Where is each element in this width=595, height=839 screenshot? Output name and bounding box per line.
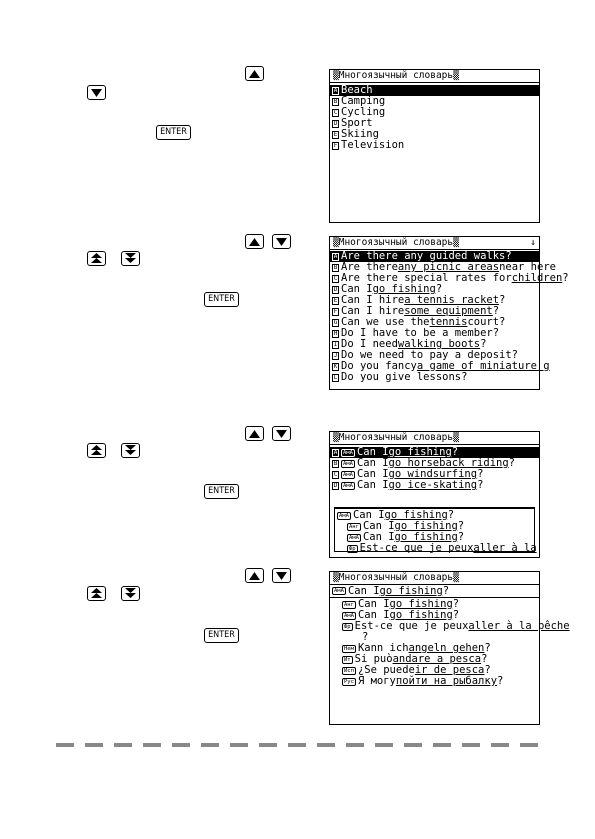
title-pattern-icon: ▒: [333, 237, 339, 248]
separator-dash: [85, 743, 103, 747]
list-item[interactable]: A AмA Can I go fishing ?: [330, 447, 539, 458]
list-item[interactable]: D AмA Can I go ice-skating ?: [333, 479, 484, 491]
up-arrow-key-icon: [245, 568, 264, 583]
down-arrow-key-icon: [272, 234, 291, 249]
translation-line: AмA Can I go fishing ?: [344, 609, 460, 621]
screen-title: ▒Многоязычный словарь▒: [330, 432, 539, 445]
page-up-key-icon: [87, 251, 106, 266]
list-item[interactable]: D Sport: [333, 117, 373, 129]
separator-dash: [404, 743, 422, 747]
page-down-key-icon: [121, 443, 140, 458]
title-pattern-icon: ▒: [453, 572, 459, 583]
translation-line: ?: [362, 631, 369, 643]
down-arrow-key-icon: [272, 568, 291, 583]
lcd-screen-subphrases: [329, 431, 540, 558]
preview-box: [334, 507, 535, 552]
list-item[interactable]: D Can I go fishing ?: [333, 283, 443, 295]
page-down-key-icon: [121, 586, 140, 601]
title-pattern-icon: ▒: [333, 572, 339, 583]
translation-line: Ит Si può andare a pesca ?: [344, 653, 488, 665]
list-item[interactable]: G Can we use the tennis court?: [333, 316, 506, 328]
lcd-screen-phrases: [329, 236, 569, 390]
list-item[interactable]: K Do you fancy a game of miniature g: [333, 360, 550, 372]
list-item[interactable]: B Camping: [333, 95, 386, 107]
enter-key: ENTER: [204, 628, 239, 643]
enter-key: ENTER: [156, 125, 191, 140]
translation-line: Нем Kann ich angeln gehen ?: [344, 642, 491, 654]
page-up-key-icon: [87, 443, 106, 458]
separator-dash: [56, 743, 74, 747]
title-pattern-icon: ▒: [453, 432, 459, 443]
list-item[interactable]: C Are there special rates for children ?: [333, 272, 569, 284]
screen-title: ▒Многоязычный словарь▒ ↓: [330, 237, 539, 250]
separator-dash: [317, 743, 335, 747]
preview-line: Фр Est-ce que je peux aller à la: [349, 542, 537, 554]
title-pattern-icon: ▒: [333, 432, 339, 443]
separator-dash: [259, 743, 277, 747]
list-item[interactable]: E Can I hire a tennis racket ?: [333, 294, 506, 306]
list-item[interactable]: F Can I hire some equipment ?: [333, 305, 500, 317]
separator-dash: [201, 743, 219, 747]
separator-dash: [346, 743, 364, 747]
translation-line: Рус Я могу пойти на рыбалку ?: [344, 675, 504, 687]
separator-dash: [520, 743, 538, 747]
list-item[interactable]: L Do you give lessons?: [333, 371, 468, 383]
list-item[interactable]: B Are there any picnic areas near here: [333, 261, 556, 273]
translation-line: Анг Can I go fishing ?: [344, 598, 460, 610]
translation-line: Исп ¿Se puede ir de pesca ?: [344, 664, 491, 676]
translation-line: Фр Est-ce que je peux aller à la pêche: [344, 620, 570, 632]
preview-line: Анг Can I go fishing ?: [349, 520, 465, 532]
list-item[interactable]: C AмA Can I go windsurfing ?: [333, 468, 484, 480]
list-item[interactable]: H Do I have to be a member?: [333, 327, 500, 339]
title-pattern-icon: ▒: [333, 70, 339, 81]
separator-dash: [491, 743, 509, 747]
enter-key: ENTER: [204, 484, 239, 499]
separator-dash: [172, 743, 190, 747]
page-up-key-icon: [87, 586, 106, 601]
separator-dash: [433, 743, 451, 747]
screen-title: ▒Многоязычный словарь▒: [330, 70, 539, 83]
up-arrow-key-icon: [245, 66, 264, 81]
up-arrow-key-icon: [245, 426, 264, 441]
up-arrow-key-icon: [245, 234, 264, 249]
list-item[interactable]: A Beach: [330, 85, 539, 96]
enter-key: ENTER: [204, 292, 239, 307]
list-item[interactable]: E Skiing: [333, 128, 379, 140]
list-item[interactable]: I Do I need walking boots ?: [333, 338, 487, 350]
separator-dash: [375, 743, 393, 747]
separator-dash: [114, 743, 132, 747]
preview-line: AмA Can I go fishing ?: [349, 531, 465, 543]
screen-title: ▒Многоязычный словарь▒: [330, 572, 539, 585]
list-item[interactable]: B AмA Can I go horseback riding ?: [333, 457, 515, 469]
list-item[interactable]: F Television: [333, 139, 405, 151]
preview-line: AмA Can I go fishing ?: [339, 509, 455, 521]
scroll-down-icon: ↓: [530, 237, 536, 248]
lcd-screen-categories: [329, 69, 540, 223]
title-pattern-icon: ▒: [453, 70, 459, 81]
down-arrow-key-icon: [272, 426, 291, 441]
separator-dash: [288, 743, 306, 747]
separator-dash: [143, 743, 161, 747]
list-item[interactable]: J Do we need to pay a deposit?: [333, 349, 519, 361]
title-pattern-icon: ▒: [453, 237, 459, 248]
lcd-screen-translations: [329, 571, 570, 725]
down-arrow-key-icon: [87, 85, 106, 100]
page-down-key-icon: [121, 251, 140, 266]
separator-dash: [462, 743, 480, 747]
separator-dash: [230, 743, 248, 747]
translation-head: AмA Can I go fishing ?: [330, 585, 539, 598]
list-item[interactable]: C Cycling: [333, 106, 386, 118]
list-item[interactable]: A Are there any guided walks?: [330, 251, 539, 262]
